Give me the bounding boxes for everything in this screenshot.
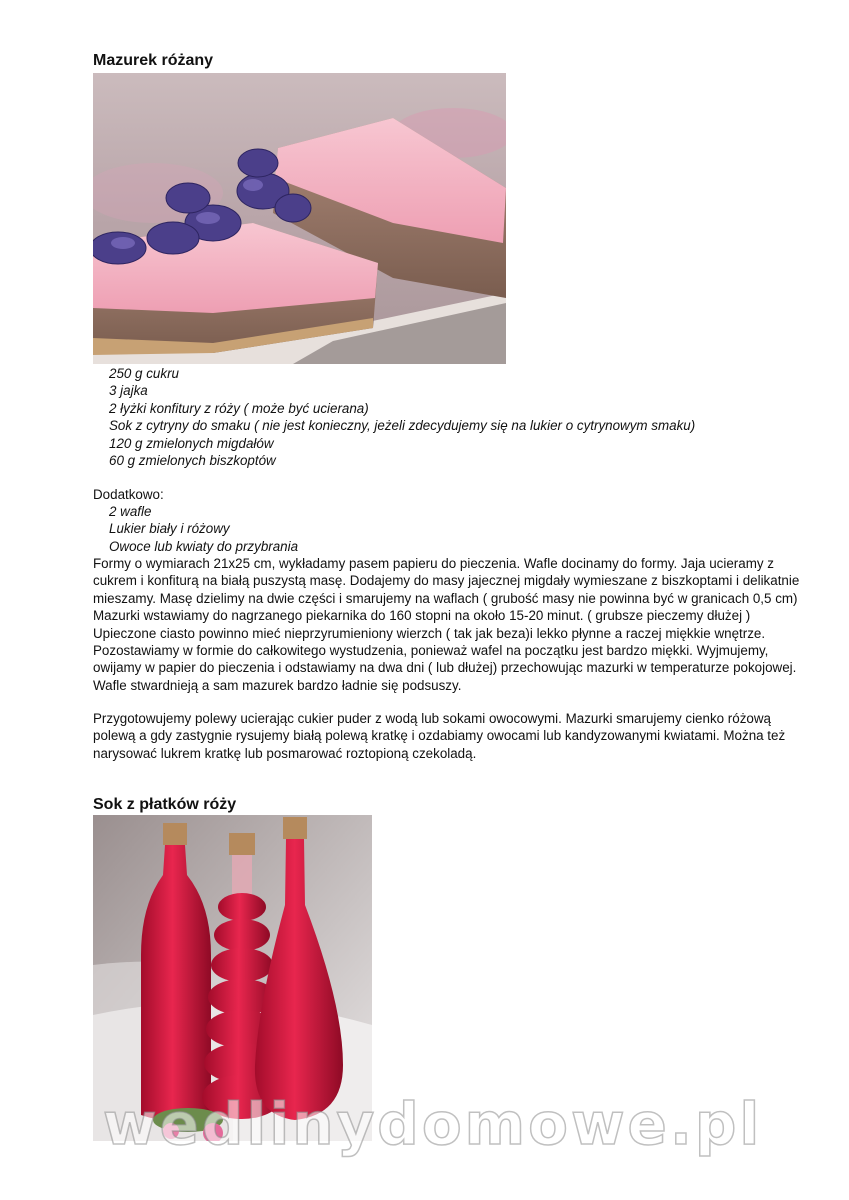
- recipe-title: Sok z płatków róży: [93, 796, 237, 813]
- extras-label: Dodatkowo:: [93, 487, 164, 502]
- ingredient-item: 250 g cukru: [109, 366, 179, 381]
- ingredient-item: 3 jajka: [109, 383, 148, 399]
- ingredients-list: [109, 365, 695, 469]
- instructions-paragraph: Formy o wymiarach 21x25 cm, wykładamy pasem papieru do pieczenia. Wafle docinamy do formy. Jaja ucieramy z cukrem i konfiturą na białą puszystą masę. Dodajemy do masy jajecznej migdały wymieszane z biszkoptami i delikatnie mieszamy. Masę dzielimy na dwie części i smarujemy na waflach ( grubość masy nie powinna być w granicach 0,5 cm) Mazurki wstawiamy do nagrzanego piekarnika do 160 stopni na około 15-20 minut. ( grubsze pieczemy dłużej ) Upieczone ciasto powinno mieć nieprzyrumieniony wierzch ( tak jak beza)i lekko płynne a raczej miękkie wnętrze. Pozostawiamy w formie do całkowitego wystudzenia, ponieważ wafel na początku jest bardzo miękki. Wyjmujemy, owijamy w papier do pieczenia i odstawiamy na dwa dni ( lub dłużej) przechowując mazurki w temperaturze pokojowej. Wafle stwardnieją a sam mazurek bardzo ładnie się podsuszy.: [93, 556, 800, 693]
- ingredient-item: 120 g zmielonych migdałów: [109, 435, 274, 451]
- extras-item: Owoce lub kwiaty do przybrania: [109, 538, 299, 554]
- extras-item: Lukier biały i różowy: [109, 521, 230, 537]
- glaze-paragraph: Przygotowujemy polewy ucierając cukier puder z wodą lub sokami owocowymi. Mazurki smarujemy cienko różową polewą a gdy zastygnie rysujemy białą polewą kratkę i ozdabiamy owocami lub kandyzowanymi kwiatami. Można też narysować lukrem kratkę lub posmarować roztopioną czekoladą.: [93, 711, 786, 761]
- ingredient-item: 60 g zmielonych biszkoptów: [109, 453, 276, 469]
- ingredient-item: 2 łyżki konfitury z róży ( może być ucierana): [109, 400, 369, 416]
- extras-list: [109, 503, 298, 555]
- ingredient-item: Sok z cytryny do smaku ( nie jest konieczny, jeżeli zdecydujemy się na lukier o cytrynowym smaku): [109, 418, 696, 434]
- mazurek-photo: [93, 73, 506, 364]
- recipe-title: Mazurek różany: [93, 52, 214, 69]
- watermark-text: wedlinydomowe.pl: [103, 1090, 763, 1158]
- extras-item: 2 wafle: [109, 504, 152, 519]
